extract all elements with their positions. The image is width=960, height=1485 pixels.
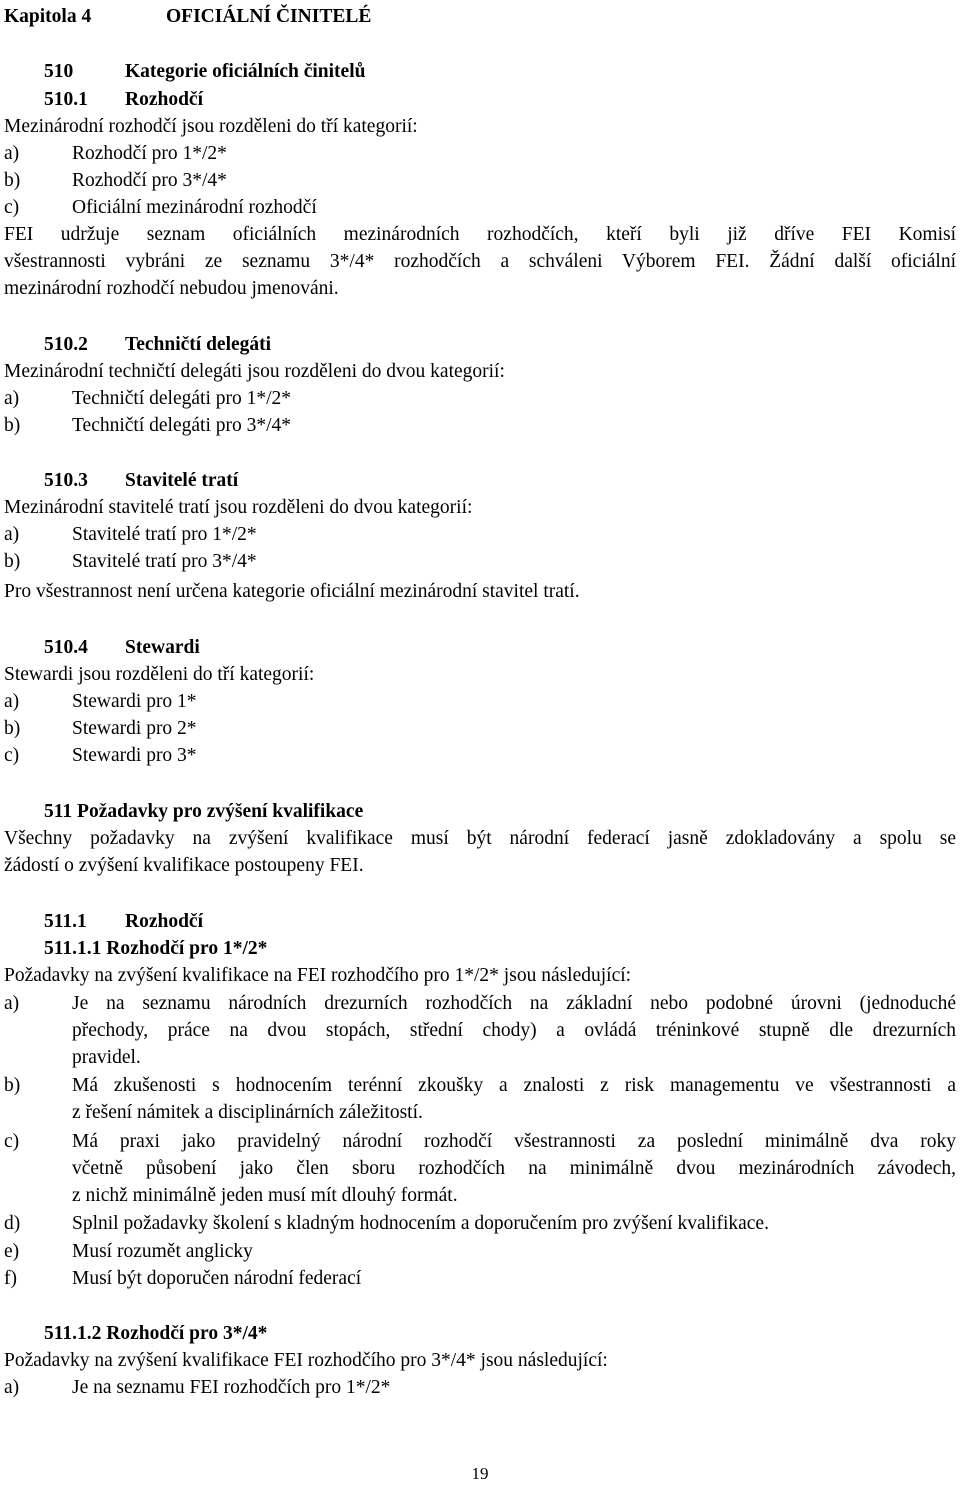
- list-text: Stewardi pro 1*: [72, 691, 197, 712]
- list-text: Rozhodčí pro 1*/2*: [72, 143, 227, 164]
- paragraph-line: mezinárodní rozhodčí nebudou jmenováni.: [4, 278, 339, 299]
- paragraph-line: Mezinárodní rozhodčí jsou rozděleni do tří kategorií:: [4, 116, 418, 137]
- section-number: 511.1: [44, 911, 87, 932]
- section-511-1-heading: [44, 909, 203, 935]
- list-text-continuation: včetně působení jako člen sboru rozhodčích na minimálně dvou mezinárodních závodech,: [72, 1158, 956, 1179]
- section-title: Stavitelé tratí: [125, 470, 239, 491]
- list-text: Rozhodčí pro 3*/4*: [72, 170, 227, 191]
- section-number: 510: [44, 61, 74, 82]
- section-511-1-2-heading: 511.1.2 Rozhodčí pro 3*/4*: [44, 1323, 268, 1344]
- section-title: Rozhodčí: [125, 911, 203, 932]
- paragraph-line: Mezinárodní techničtí delegáti jsou rozděleni do dvou kategorií:: [4, 361, 505, 382]
- list-marker: a): [4, 993, 20, 1014]
- section-510-heading: [44, 59, 366, 85]
- list-marker: b): [4, 1075, 21, 1096]
- paragraph-line: Pro všestrannost není určena kategorie oficiální mezinárodní stavitel tratí.: [4, 581, 580, 602]
- section-title: Techničtí delegáti: [125, 334, 272, 355]
- section-number: 510.1: [44, 89, 88, 110]
- list-text: Oficiální mezinárodní rozhodčí: [72, 197, 317, 218]
- section-number: 510.3: [44, 470, 88, 491]
- list-text: Stewardi pro 2*: [72, 718, 197, 739]
- section-title: Rozhodčí: [125, 89, 203, 110]
- list-text: Má zkušenosti s hodnocením terénní zkoušky a znalosti z risk managementu ve všestrannosti a: [72, 1075, 956, 1096]
- paragraph-line: Požadavky na zvýšení kvalifikace FEI rozhodčího pro 3*/4* jsou následující:: [4, 1350, 608, 1371]
- list-text-continuation: pravidel.: [72, 1047, 141, 1068]
- paragraph-line: FEI udržuje seznam oficiálních mezinárodních rozhodčích, kteří byli již dříve FEI Komisí: [4, 224, 956, 245]
- list-marker: b): [4, 170, 21, 191]
- list-marker: c): [4, 745, 20, 766]
- paragraph-line: Všechny požadavky na zvýšení kvalifikace musí být národní federací jasně zdokladovány a spolu se: [4, 828, 956, 849]
- section-title: Kategorie oficiálních činitelů: [125, 61, 366, 82]
- list-text-continuation: z nichž minimálně jeden musí mít dlouhý formát.: [72, 1185, 458, 1206]
- section-number: 510.4: [44, 637, 88, 658]
- list-text: Má praxi jako pravidelný národní rozhodčí všestrannosti za poslední minimálně dva roky: [72, 1131, 956, 1152]
- paragraph-line: žádostí o zvýšení kvalifikace postoupeny FEI.: [4, 855, 364, 876]
- page-number: 19: [471, 1464, 489, 1483]
- section-510-3-heading: [44, 468, 239, 494]
- section-510-2-heading: [44, 332, 272, 358]
- section-number: 510.2: [44, 334, 88, 355]
- list-item: [4, 991, 956, 1017]
- list-item: [4, 1129, 956, 1155]
- paragraph-line: Mezinárodní stavitelé tratí jsou rozděleni do dvou kategorií:: [4, 497, 473, 518]
- list-text: Techničtí delegáti pro 1*/2*: [72, 388, 292, 409]
- list-text: Stavitelé tratí pro 3*/4*: [72, 551, 257, 572]
- list-text: Stewardi pro 3*: [72, 745, 197, 766]
- chapter-heading: [4, 4, 372, 30]
- section-511-1-1-heading: 511.1.1 Rozhodčí pro 1*/2*: [44, 938, 268, 959]
- list-text: Je na seznamu FEI rozhodčích pro 1*/2*: [72, 1377, 391, 1398]
- list-marker: a): [4, 691, 20, 712]
- section-title: Stewardi: [125, 637, 200, 658]
- list-marker: c): [4, 1131, 20, 1152]
- section-511-heading: 511 Požadavky pro zvýšení kvalifikace: [44, 801, 364, 822]
- list-text: Musí být doporučen národní federací: [72, 1268, 362, 1289]
- list-text-continuation: přechody, práce na dvou stopách, střední chody) a ovládá tréninkové stupně dle drezurních: [72, 1020, 956, 1041]
- list-marker: f): [4, 1268, 17, 1289]
- list-text: Je na seznamu národních drezurních rozhodčích na základní nebo podobné úrovni (jednoduché: [72, 993, 956, 1014]
- chapter-label: Kapitola 4: [4, 6, 92, 27]
- list-text: Stavitelé tratí pro 1*/2*: [72, 524, 257, 545]
- list-marker: b): [4, 718, 21, 739]
- list-marker: e): [4, 1241, 20, 1262]
- list-marker: d): [4, 1213, 21, 1234]
- list-item: [4, 1073, 956, 1099]
- list-marker: a): [4, 143, 20, 164]
- list-text: Musí rozumět anglicky: [72, 1241, 253, 1262]
- list-text: Splnil požadavky školení s kladným hodnocením a doporučením pro zvýšení kvalifikace.: [72, 1213, 769, 1234]
- list-marker: a): [4, 388, 20, 409]
- list-text: Techničtí delegáti pro 3*/4*: [72, 415, 292, 436]
- list-marker: b): [4, 415, 21, 436]
- paragraph-line: všestrannosti vybráni ze seznamu 3*/4* rozhodčích a schváleni Výborem FEI. Žádní další oficiální: [4, 251, 956, 272]
- paragraph-line: Požadavky na zvýšení kvalifikace na FEI rozhodčího pro 1*/2* jsou následující:: [4, 965, 632, 986]
- section-510-1-heading: [44, 87, 203, 113]
- paragraph-line: Stewardi jsou rozděleni do tří kategorií:: [4, 664, 315, 685]
- list-marker: c): [4, 197, 20, 218]
- chapter-title: OFICIÁLNÍ ČINITELÉ: [166, 6, 372, 27]
- list-marker: a): [4, 1377, 20, 1398]
- list-text-continuation: z řešení námitek a disciplinárních záležitostí.: [72, 1102, 423, 1123]
- list-marker: a): [4, 524, 20, 545]
- section-510-4-heading: [44, 635, 200, 661]
- list-marker: b): [4, 551, 21, 572]
